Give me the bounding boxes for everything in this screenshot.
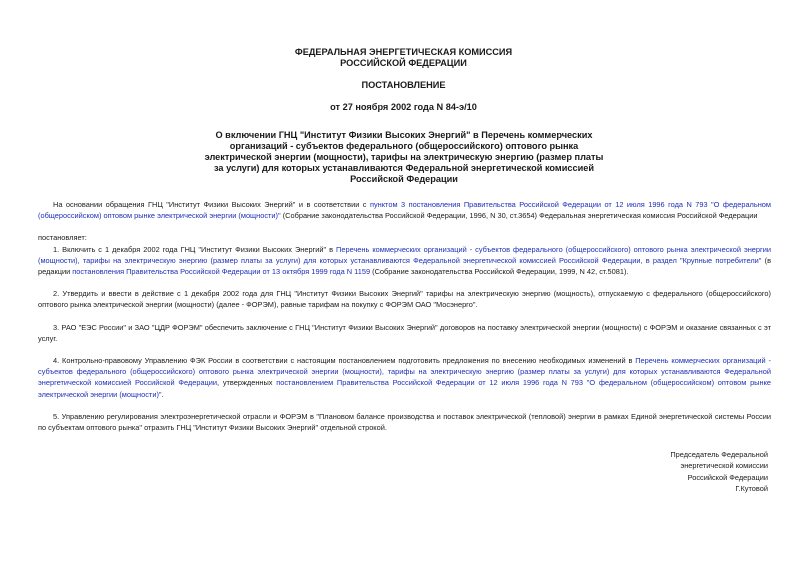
item-4-paragraph	[38, 355, 771, 400]
issuer-block	[0, 47, 807, 69]
preamble-text-1: На основании обращения ГНЦ "Институт Физики Высоких Энергий" и в соответствии с	[53, 200, 370, 209]
item-5-paragraph: 5. Управлению регулирования электроэнергетической отрасли и ФОРЭМ в "Плановом балансе производства и поставок электрической (тепловой) энергии в рамках Единой энергетической системы России по субъектам оптового рынка" отразить ГНЦ "Институт Физики Высоких Энергий" отдельной строкой.	[38, 411, 771, 433]
item-4-text-3: .	[161, 389, 164, 399]
signature-line-3: Российской Федерации	[687, 472, 768, 482]
signature-block	[670, 449, 768, 495]
document-title: О включении ГНЦ "Институт Физики Высоких Энергий" в Перечень коммерческих организаций - субъектов федерального (общероссийского) оптового рынка электрической энергии (мощности), тарифы на электрическую энергию (размер платы за услуги) для которых устанавливаются Федеральной энергетической комиссией Российской Федерации	[204, 130, 604, 184]
item-3-paragraph: 3. РАО "ЕЭС России" и ЗАО "ЦДР ФОРЭМ" обеспечить заключение с ГНЦ "Институт Физики Высоких Энергий" договоров на поставку электрической энергии (мощности) с ФОРЭМ и оказание связанных с эт услуг.	[38, 322, 771, 343]
signature-line-1: Председатель Федеральной	[670, 450, 768, 459]
document-body	[38, 199, 771, 433]
signatory-name: Г.Кутовой	[735, 484, 768, 494]
link-organizations-list[interactable]: Перечень коммерческих организаций - субъектов федерального (общероссийского) оптового рынка электрической энергии (мощности), тарифы на электрическую энергию (размер платы за услуги) для которых устанавливаются Федеральной энергетической комиссией Российской Федерации, в раздел "Крупные потребители"	[38, 244, 771, 265]
link-decree-793[interactable]: постановлением Правительства Российской Федерации от 12 июля 1996 года N 793 "О федеральном (общероссийском) оптовом рынке электрической энергии (мощности)"	[38, 378, 772, 399]
preamble-paragraph	[38, 199, 771, 221]
item-4-text-1: 4. Контрольно-правовому Управлению ФЭК России в соответствии с настоящим постановлением подготовить предложения по внесению необходимых изменений в	[53, 356, 636, 366]
preamble-text-2: (Собрание законодательства Российской Федерации, 1996, N 30, ст.3654) Федеральная энергетическая комиссия Российской Федерации	[280, 211, 758, 221]
document-date: от 27 ноября 2002 года N 84-э/10	[330, 102, 477, 112]
link-decree-793-p3[interactable]: пунктом 3 постановления Правительства Российской Федерации от 12 июля 1996 года N 793 "О федеральном (общероссийском) оптовом рынке электрической энергии (мощности)"	[38, 200, 771, 221]
item-1-paragraph	[38, 244, 771, 278]
issuer-line-1: ФЕДЕРАЛЬНАЯ ЭНЕРГЕТИЧЕСКАЯ КОМИССИЯ	[294, 47, 513, 57]
link-organizations-list-2[interactable]: Перечень коммерческих организаций - субъектов федерального (общероссийского) оптового рынка электрической энергии (мощности), тарифы на электрическую энергию (размер платы за услуги) для которых устанавливаются Федеральной энергетической комиссией Российской Федерации	[38, 356, 771, 388]
item-4-text-2: , утвержденных	[217, 378, 277, 388]
issuer-line-2: РОССИЙСКОЙ ФЕДЕРАЦИИ	[340, 58, 467, 68]
link-decree-1159[interactable]: постановления Правительства Российской Федерации от 13 октября 1999 года N 1159	[72, 267, 371, 277]
signature-line-2: энергетической комиссии	[680, 461, 768, 471]
item-2-paragraph: 2. Утвердить и ввести в действие с 1 декабря 2002 года для ГНЦ "Институт Физики Высоких Энергий" тарифы на электрическую энергию (мощность), отпускаемую с федерального (общероссийского) оптового рынка электрической энергии (мощности) (далее - ФОРЭМ), равные тарифам на покупку с ФОРЭМ ОАО "Мосэнерго".	[38, 289, 771, 310]
item-1-text-1: 1. Включить с 1 декабря 2002 года ГНЦ "Институт Физики Высоких Энергий" в	[53, 244, 337, 254]
document-type: ПОСТАНОВЛЕНИЕ	[361, 80, 446, 90]
item-1-text-3: (Собрание законодательства Российской Федерации, 1999, N 42, ст.5081).	[370, 267, 629, 277]
resolves-line: постановляет:	[38, 233, 87, 243]
item-1-text-2: (в редакции	[38, 255, 771, 277]
